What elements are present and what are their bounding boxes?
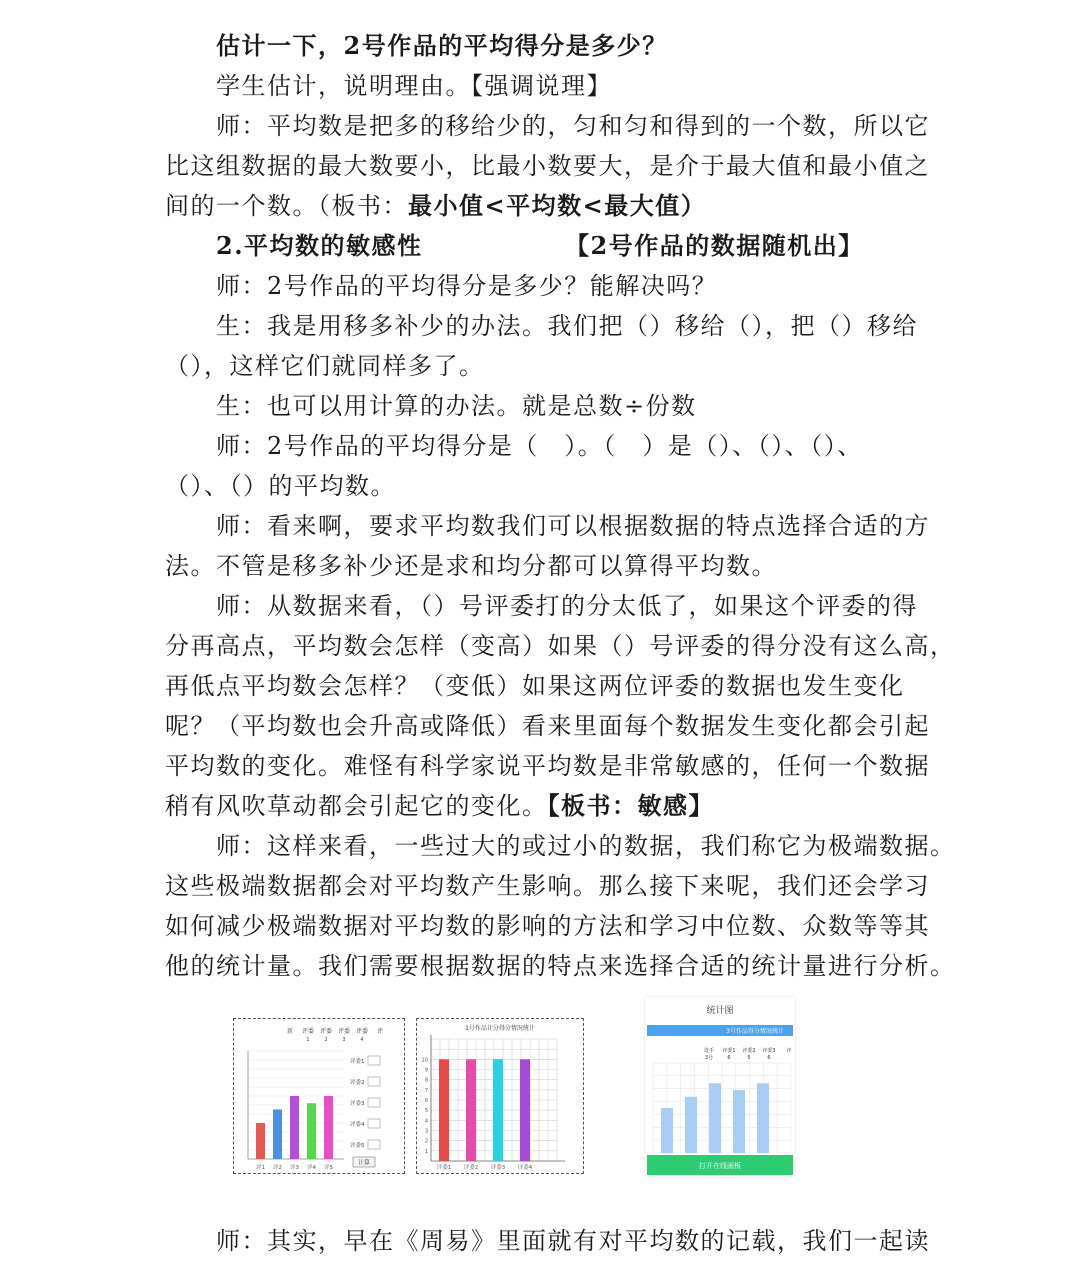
section-heading: 2.平均数的敏感性 [216, 231, 423, 260]
calculate-button-label: 计算 [357, 1159, 371, 1167]
open-canvas-button-label: 打开在线画板 [699, 1162, 741, 1170]
figure-3-header-value: 6 [767, 1055, 771, 1061]
paragraph-line: （）、（）的平均数。 [165, 472, 396, 500]
board-note: 【板书：敏感】 [547, 791, 714, 820]
figure-2-x-label: 评委3 [490, 1165, 506, 1171]
paragraph-line [165, 790, 714, 822]
figure-2-x-label: 评委1 [436, 1165, 452, 1171]
figure-3-header-value: 5 [747, 1055, 751, 1061]
figure-1-side-label: 评委2 [350, 1080, 365, 1086]
figure-1-header-value: 2 [324, 1037, 328, 1043]
score-input[interactable] [368, 1098, 380, 1107]
figure-2-x-label: 评委4 [517, 1165, 533, 1171]
figure-1-x-label: 评3 [290, 1165, 299, 1171]
text-run: 间的一个数。（板书： [165, 192, 408, 220]
score-input[interactable] [368, 1077, 380, 1086]
figure-3-header-label: 评委3 [762, 1048, 776, 1054]
figure-1-x-label: 评1 [256, 1165, 265, 1171]
figure-3-bar [709, 1083, 721, 1153]
figure-3-header-label: 评委1 [722, 1048, 736, 1054]
paragraph-line: 学生估计，说明理由。【强调说理】 [216, 72, 612, 100]
y-tick-label: 6 [424, 1098, 428, 1104]
paragraph-line: 再低点平均数会怎样？（变低）如果这两位评委的数据也发生变化 [165, 672, 905, 700]
figure-1-bar [324, 1096, 333, 1159]
figure-1-side-label: 评委3 [350, 1101, 365, 1107]
figure-2-svg [417, 1019, 583, 1173]
figure-1-side-label: 评委5 [350, 1143, 365, 1149]
figure-1-x-label: 评2 [273, 1165, 282, 1171]
figure-3-header-value: 6 [727, 1055, 731, 1061]
paragraph-line: 比这组数据的最大数要小，比最小数要大，是介于最大值和最小值之 [165, 152, 930, 180]
figure-3-header-label: 评委2 [742, 1048, 756, 1054]
screenshot-figure-1 [233, 1018, 405, 1174]
board-note: 最小值<平均数<最大值） [408, 191, 707, 220]
screenshot-figure-2 [416, 1018, 584, 1174]
figure-1-svg [234, 1019, 404, 1173]
figure-1-x-label: 评4 [307, 1165, 316, 1171]
figure-1-x-label: 评5 [324, 1165, 333, 1171]
figure-1-bar [273, 1110, 282, 1160]
paragraph-line [165, 190, 706, 222]
figure-2-bar [493, 1059, 503, 1161]
figure-1-header-label: 评委 [301, 1028, 315, 1035]
figure-3-bar [661, 1108, 673, 1153]
paragraph-line: 呢？（平均数也会升高或降低）看来里面每个数据发生变化都会引起 [165, 712, 930, 740]
paragraph-line: 师：从数据来看，（）号评委打的分太低了，如果这个评委的得 [216, 592, 918, 620]
figure-3-header-label: 选手 [703, 1048, 715, 1054]
paragraph-line: 师：其实，早在《周易》里面就有对平均数的记载，我们一起读 [216, 1227, 930, 1255]
figure-2-title: 1号作品计分得分情况统计 [465, 1025, 535, 1032]
paragraph-line: 分再高点，平均数会怎样（变高）如果（）号评委的得分没有这么高， [165, 632, 956, 660]
figure-1-header-label: 评 [376, 1028, 384, 1035]
paragraph-line: 师：这样来看，一些过大的或过小的数据，我们称它为极端数据。 [216, 832, 956, 860]
screenshot-figure-3 [645, 997, 795, 1177]
paragraph-line: 生：也可以用计算的办法。就是总数÷份数 [216, 392, 697, 420]
figure-2-bar [439, 1059, 449, 1161]
paragraph-line: 如何减少极端数据对平均数的影响的方法和学习中位数、众数等等其 [165, 912, 930, 940]
y-tick-label: 1 [424, 1148, 428, 1155]
figure-3-header-value: 3号 [704, 1055, 714, 1061]
score-input[interactable] [368, 1140, 380, 1149]
y-tick-label: 10 [421, 1057, 428, 1064]
text-run: 稍有风吹草动都会引起它的变化。 [165, 792, 548, 820]
section-note: 【2号作品的数据随机出】 [565, 231, 864, 260]
paragraph-line: 师：平均数是把多的移给少的，匀和匀和得到的一个数，所以它 [216, 112, 930, 140]
score-input[interactable] [368, 1119, 380, 1128]
paragraph-line: 这些极端数据都会对平均数产生影响。那么接下来呢，我们还会学习 [165, 872, 930, 900]
figure-1-bar [290, 1096, 299, 1159]
y-tick-label: 7 [424, 1087, 428, 1094]
figure-1-bar [307, 1103, 316, 1159]
score-input[interactable] [368, 1056, 380, 1065]
figure-3-bar [685, 1097, 697, 1153]
paragraph-line: 师：2号作品的平均得分是（ ）。（ ）是（）、（）、（）、 [216, 432, 863, 460]
figure-1-side-label: 评委1 [350, 1059, 365, 1065]
figure-1-header-label: 评委 [355, 1028, 369, 1035]
paragraph-line: 平均数的变化。难怪有科学家说平均数是非常敏感的，任何一个数据 [165, 752, 930, 780]
paragraph-line: 师：看来啊，要求平均数我们可以根据数据的特点选择合适的方 [216, 512, 930, 540]
figure-2-bar [466, 1059, 476, 1161]
y-tick-label: 9 [424, 1067, 428, 1074]
y-tick-label: 4 [424, 1118, 428, 1125]
figure-3-header-label: 评 [786, 1048, 792, 1054]
y-tick-label: 2 [424, 1138, 428, 1145]
figure-3-banner-text: 3号作品得分情况统计 [726, 1028, 784, 1035]
figure-2-bar [520, 1059, 530, 1161]
figure-1-bar [256, 1123, 265, 1159]
y-tick-label: 5 [424, 1108, 428, 1115]
figure-3-bar [733, 1090, 745, 1153]
paragraph-line: 法。不管是移多补少还是求和均分都可以算得平均数。 [165, 552, 777, 580]
figure-1-header-value: 4 [360, 1037, 364, 1043]
figure-1-header-label: 评委 [337, 1028, 351, 1035]
y-tick-label: 3 [424, 1128, 428, 1135]
figure-1-header-label: 评委 [319, 1028, 333, 1035]
figure-1-header-value: 3 [342, 1037, 346, 1043]
figure-2-x-label: 评委2 [463, 1165, 479, 1171]
paragraph-line: 估计一下，2号作品的平均得分是多少？ [216, 31, 668, 60]
paragraph-line: 生：我是用移多补少的办法。我们把（）移给（），把（）移给 [216, 312, 918, 340]
figure-1-side-label: 评委4 [350, 1122, 365, 1128]
figure-3-svg [645, 997, 795, 1177]
paragraph-line: 师：2号作品的平均得分是多少？能解决吗？ [216, 272, 718, 300]
paragraph-line: （），这样它们就同样多了。 [165, 352, 485, 380]
figure-1-header-value: 1 [306, 1037, 310, 1043]
figure-3-bar [757, 1083, 769, 1153]
figure-3-title: 统计图 [706, 1006, 734, 1016]
y-tick-label: 8 [424, 1077, 428, 1084]
figure-1-header-label: 新 [286, 1028, 294, 1035]
paragraph-line: 他的统计量。我们需要根据数据的特点来选择合适的统计量进行分析。 [165, 952, 956, 980]
